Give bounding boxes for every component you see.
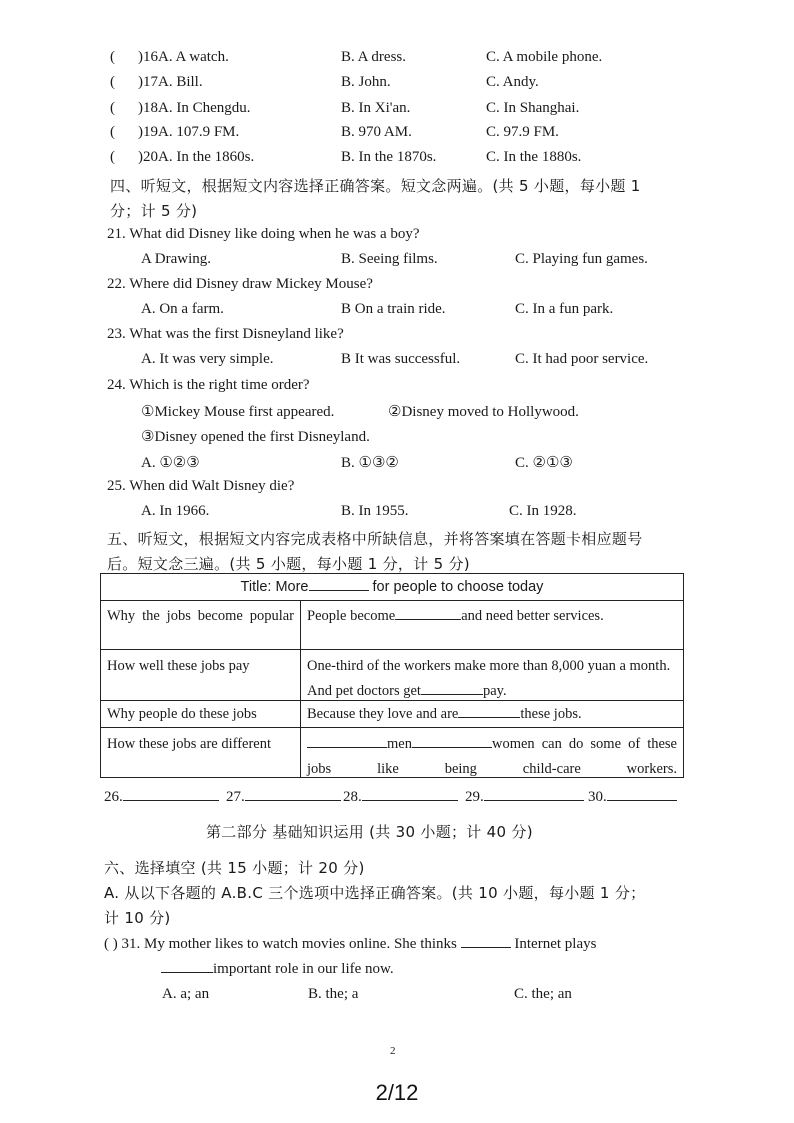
question-stem: 22. Where did Disney draw Mickey Mouse? xyxy=(107,276,373,292)
option-a: A. On a farm. xyxy=(141,301,224,317)
choice-16-c: C. A mobile phone. xyxy=(486,49,603,65)
section5-heading: 五、听短文，根据短文内容完成表格中所缺信息，并将答案填在答题卡相应题号 xyxy=(107,530,643,548)
option-c: C. ②①③ xyxy=(515,455,573,471)
blank-26 xyxy=(309,578,369,591)
question-stem-cont: important role in our life now. xyxy=(161,960,394,978)
option-a: A. It was very simple. xyxy=(141,351,274,367)
option-c: C. In a fun park. xyxy=(515,301,614,317)
blank-31a xyxy=(461,935,511,948)
choice-17-b: B. John. xyxy=(341,74,391,90)
question-stem: 25. When did Walt Disney die? xyxy=(107,478,295,494)
blank-29 xyxy=(458,705,520,718)
blank-28 xyxy=(421,682,483,695)
answer-30[interactable]: 30. xyxy=(588,788,677,806)
page-counter: 2/12 xyxy=(375,1080,419,1105)
option-a: A. In 1966. xyxy=(141,503,210,519)
option-c: C. It had poor service. xyxy=(515,351,649,367)
option-b: B. In 1955. xyxy=(341,503,409,519)
choice-19-c: C. 97.9 FM. xyxy=(486,124,559,140)
row-content: People become and need better services. xyxy=(307,608,604,624)
choice-20-b: B. In the 1870s. xyxy=(341,149,437,165)
option-c: C. In 1928. xyxy=(509,503,577,519)
choice-18-c: C. In Shanghai. xyxy=(486,100,580,116)
table-row xyxy=(101,728,683,777)
option-b: B On a train ride. xyxy=(341,301,446,317)
event-2: ②Disney moved to Hollywood. xyxy=(388,404,579,420)
table-row xyxy=(101,650,683,701)
choice-row-18: ( )18A. In Chengdu. xyxy=(110,100,251,116)
option-b: B. Seeing films. xyxy=(341,251,438,267)
choice-row-20: ( )20A. In the 1860s. xyxy=(110,149,255,165)
choice-16-b: B. A dress. xyxy=(341,49,407,65)
event-3: ③Disney opened the first Disneyland. xyxy=(141,429,370,445)
table-row xyxy=(101,701,683,728)
section4-heading-cont: 分；计 5 分) xyxy=(110,202,198,220)
part2-heading: 第二部分 基础知识运用 (共 30 小题；计 40 分) xyxy=(206,823,533,841)
choice-row-16: ( )16A. A watch. xyxy=(110,49,229,65)
option-b: B. ①③② xyxy=(341,455,399,471)
choice-row-17: ( )17A. Bill. xyxy=(110,74,203,90)
blank-30b xyxy=(412,735,492,748)
question-stem: 21. What did Disney like doing when he was a boy? xyxy=(107,226,420,242)
section6-heading: 六、选择填空 (共 15 小题；计 20 分) xyxy=(104,859,365,877)
answer-27[interactable]: 27. xyxy=(226,788,341,806)
row-content: Because they love and are these jobs. xyxy=(307,706,582,722)
choice-20-c: C. In the 1880s. xyxy=(486,149,582,165)
question-stem: ( ) 31. My mother likes to watch movies online. She thinks Internet plays xyxy=(104,936,597,952)
question-stem: 23. What was the first Disneyland like? xyxy=(107,326,344,342)
option-c: C. the; an xyxy=(514,986,572,1002)
option-b: B. the; a xyxy=(308,986,359,1002)
question-stem: 24. Which is the right time order? xyxy=(107,377,310,393)
row-label: Why the jobs become popular xyxy=(101,600,301,649)
row-content: men women can do some of these jobs like being child-care workers. xyxy=(307,736,677,777)
option-a: A. a; an xyxy=(162,986,210,1002)
section4-heading: 四、听短文，根据短文内容选择正确答案。短文念两遍。(共 5 小题，每小题 1 xyxy=(110,177,641,195)
section5-heading-cont: 后。短文念三遍。(共 5 小题，每小题 1 分，计 5 分) xyxy=(107,555,470,573)
blank-31b xyxy=(161,960,213,973)
row-label: Why people do these jobs xyxy=(101,701,301,727)
option-a: A. ①②③ xyxy=(141,455,200,471)
blank-30 xyxy=(307,735,387,748)
answer-28[interactable]: 28. xyxy=(343,788,458,806)
blank-27 xyxy=(395,607,461,620)
choice-17-c: C. Andy. xyxy=(486,74,539,90)
choice-18-b: B. In Xi'an. xyxy=(341,100,411,116)
option-c: C. Playing fun games. xyxy=(515,251,648,267)
event-1: ①Mickey Mouse first appeared. xyxy=(141,404,335,420)
row-content: One-third of the workers make more than 8,000 yuan a month. And pet doctors get pay. xyxy=(307,658,671,699)
row-label: How these jobs are different xyxy=(101,728,301,777)
section6-sub-heading: A. 从以下各题的 A.B.C 三个选项中选择正确答案。(共 10 小题，每小题 1 分； xyxy=(104,884,646,902)
answer-29[interactable]: 29. xyxy=(465,788,584,806)
choice-19-b: B. 970 AM. xyxy=(341,124,412,140)
section6-sub-heading-cont: 计 10 分) xyxy=(104,909,171,927)
info-table xyxy=(100,573,684,778)
page-number: 2 xyxy=(390,1045,396,1057)
option-b: B It was successful. xyxy=(341,351,461,367)
table-title: Title: More for people to choose today xyxy=(101,574,683,601)
option-a: A Drawing. xyxy=(141,251,211,267)
answer-26[interactable]: 26. xyxy=(104,788,219,806)
choice-row-19: ( )19A. 107.9 FM. xyxy=(110,124,240,140)
table-row xyxy=(101,600,683,650)
row-label: How well these jobs pay xyxy=(101,650,301,700)
